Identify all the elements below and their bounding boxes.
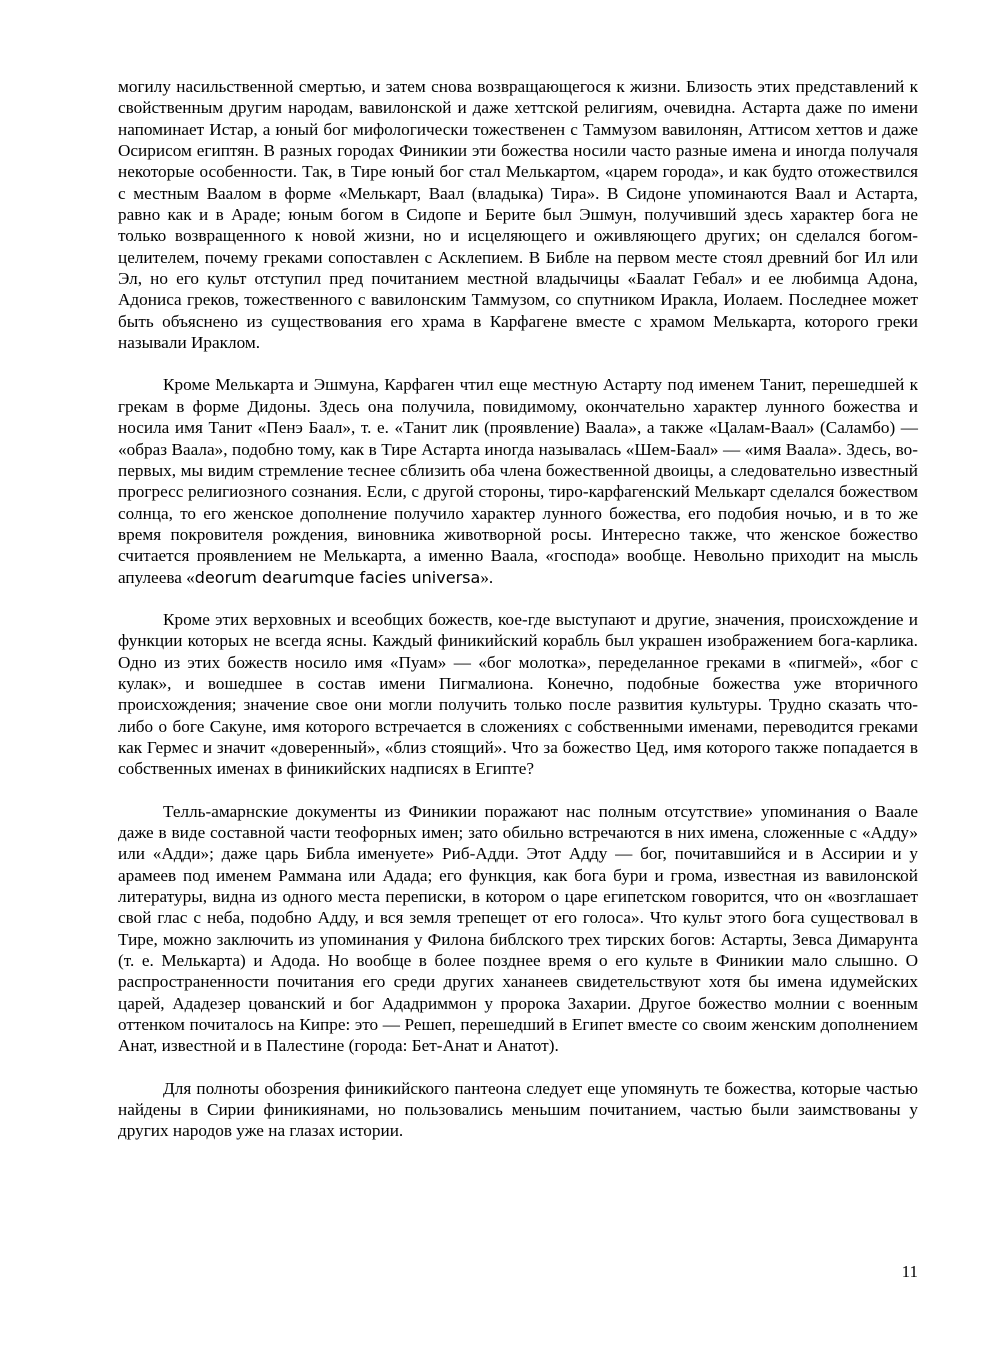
paragraph-2-text-after-latin: ». (480, 567, 494, 587)
paragraph-1: могилу насильственной смертью, и затем снова возвращающегося к жизни. Близость этих представлений к свойственным другим народам, вавилонской и даже хеттской религиям, очевидна. Астарта даже по имени напоминает Истар, а юный бог мифологически тожественен с Таммузом вавилонян, Аттисом хеттов и даже Осирисом египтян. В разных городах Финикии эти божества носили часто разные имена и иногда получаля некоторые особенности. Так, в Тире юный бог стал Мелькартом, «царем города», и как будто отожествился с местным Ваалом в форме «Мелькарт, Ваал (владыка) Тира». В Сидоне упоминаются Ваал и Астарта, равно как и в Араде; юным богом в Сидопе и Берите был Эшмун, получивший здесь характер бога не только возвращенного к новой жизни, но и исцеляющего и оживляющего других; он сделался богом-целителем, почему греками сопоставлен с Асклепием. В Библе на первом месте стоял древний бог Ил или Эл, но его культ отступил пред почитанием местной владычицы «Баалат Гебал» и ее любимца Адона, Адониса греков, тожественного с вавилонским Таммузом, со спутником Иракла, Иолаем. Последнее может быть объяснено из существования его храма в Карфагене вместе с храмом Мелькарта, которого греки называли Ираклом. (118, 77, 918, 353)
text-column (118, 76, 918, 1142)
paragraph-2 (118, 374, 918, 587)
paragraph-3: Кроме этих верховных и всеобщих божеств, кое-где выступают и другие, значения, происхождение и функции которых не всегда ясны. Каждый финикийский корабль был украшен изображением бога-карлика. Одно из этих божеств носило имя «Пуам» — «бог молотка», переделанное греками в «пигмей», «бог с кулак», и вошедшее в состав имени Пигмалиона. Конечно, подобные божества уже вторичного происхождения; значение свое они могли получить только после развития культуры. Трудно сказать что-либо о боге Сакуне, имя которого встречается в сложениях с собственными именами, переводится греками как Гермес и значит «доверенный», «близ стоящий». Что за божество Цед, имя которого также попадается в собственных именах в финикийских надписях в Египте? (118, 609, 918, 779)
latin-quotation: deorum dearumque facies universa (194, 567, 481, 587)
page-number: 11 (901, 1262, 918, 1281)
paragraph-4: Телль-амарнские документы из Финикии поражают нас полным отсутствие» упоминания о Ваале даже в виде составной части теофорных имен; зато обильно встречаются в них имена, сложенные с «Адду» или «Адди»; даже царь Библа именуете» Риб-Адди. Этот Адду — бог, почитавшийся и в Ассирии и у арамеев под именем Раммана или Адада; его функция, как бога бури и грома, известная из вавилонской литературы, видна из одного места переписки, в котором о царе египетском говорится, что он «возглашает свой глас с неба, подобно Адду, и вся земля трепещет от его голоса». Что культ этого бога существовал в Тире, можно заключить из упоминания у Филона библского трех тирских богов: Астарты, Зевса Димарунта (т. е. Мелькарта) и Адода. Но вообще в более позднее время о его культе в Финикии мало слышно. О распространенности почитания его среди других хананеев свидетельствуют хотя бы имена идумейских царей, Ададезер цованский и бог Ададриммон у пророка Захарии. Другое божество молнии с военным оттенком почиталось на Кипре: это — Решеп, перешедший в Египет вместе со своим женским дополнением Анат, известной и в Палестине (города: Бет-Анат и Анатот). (118, 801, 918, 1056)
paragraph-5: Для полноты обозрения финикийского пантеона следует еще упомянуть те божества, которые частью найдены в Сирии финикиянами, но пользовались меньшим почитанием, частью были заимствованы у других народов уже на глазах истории. (118, 1078, 918, 1141)
paragraph-2-text-before-latin: Кроме Мелькарта и Эшмуна, Карфаген чтил еще местную Астарту под именем Танит, перешедшей к грекам в форме Дидоны. Здесь она получила, повидимому, окончательно характер лунного божества и носила имя Танит «Пенэ Баал», т. е. «Танит лик (проявление) Ваала», а также «Цалам-Ваал» (Саламбо) — «образ Ваала», подобно тому, как в Тире Астарта иногда называлась «Шем-Баал» — «имя Ваала». Здесь, во-первых, мы видим стремление теснее сблизить оба члена божественной двоицы, а следовательно известный прогресс религиозного сознания. Если, с другой стороны, тиро-карфагенский Мелькарт сделался божеством солнца, то его женское дополнение получило характер лунного божества, его подобия ночью, и в то же время покровителя рождения, виновника животворной росы. Интересно также, что женское божество считается проявлением не Мелькарта, а именно Ваала, «господа» вообще. Невольно приходит на мысль апулеева « (118, 375, 918, 587)
